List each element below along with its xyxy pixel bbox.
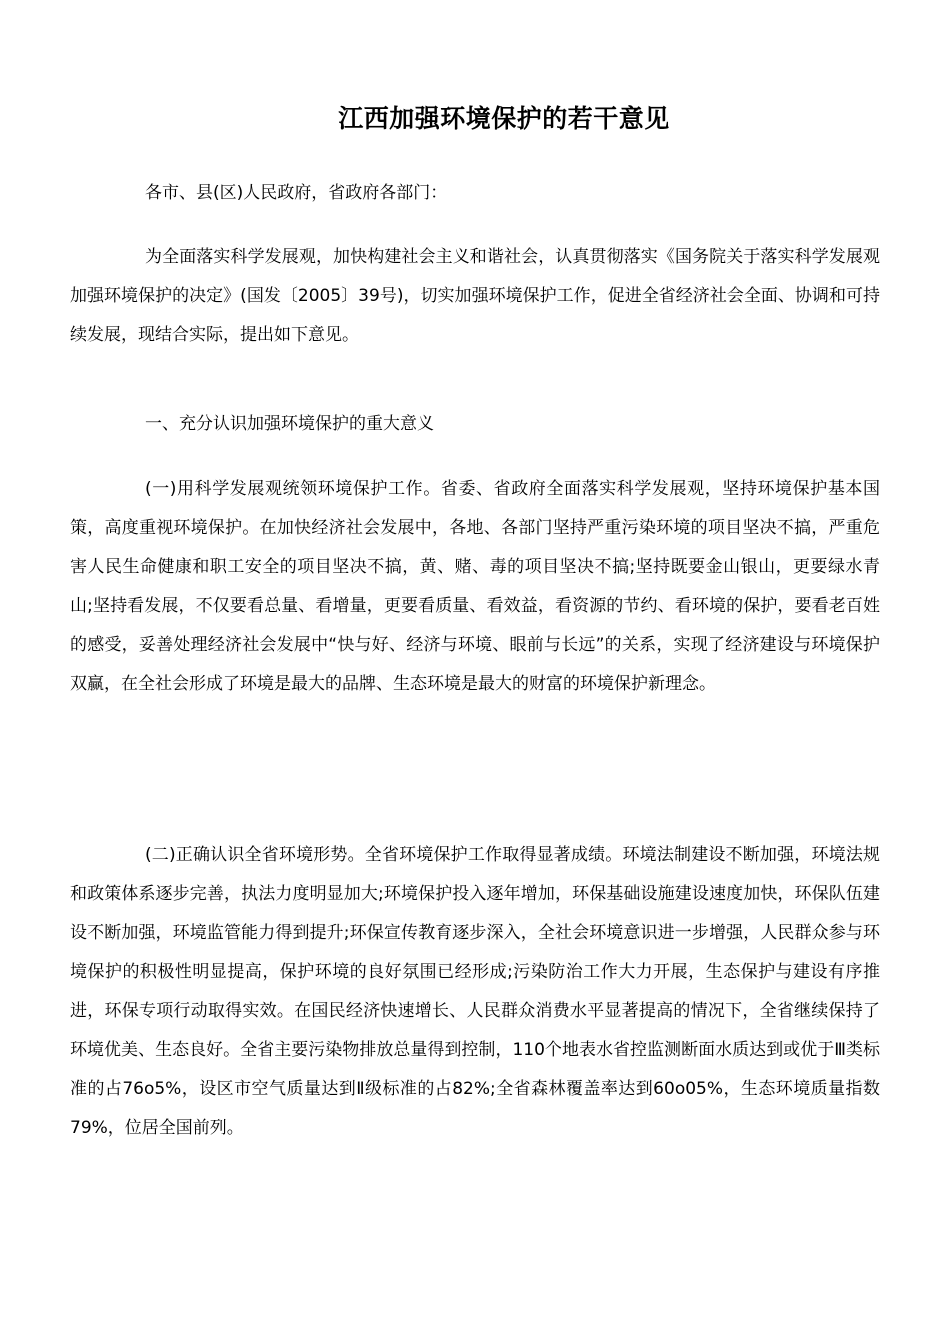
intro-paragraph: 为全面落实科学发展观，加快构建社会主义和谐社会，认真贯彻落实《国务院关于落实科学发展观加强环境保护的决定》(国发〔2005〕39号)，切实加强环境保护工作，促进全省经济社会全面、协调和可持续发展，现结合实际，提出如下意见。 <box>70 247 880 345</box>
salutation: 各市、县(区)人民政府，省政府各部门： <box>145 183 448 203</box>
document-title: 江西加强环境保护的若干意见 <box>338 103 670 133</box>
paragraph-two: (二)正确认识全省环境形势。全省环境保护工作取得显著成绩。环境法制建设不断加强，环境法规和政策体系逐步完善，执法力度明显加大;环境保护投入逐年增加，环保基础设施建设速度加快，环保队伍建设不断加强，环境监管能力得到提升;环保宣传教育逐步深入，全社会环境意识进一步增强，人民群众参与环境保护的积极性明显提高，保护环境的良好氛围已经形成;污染防治工作大力开展，生态保护与建设有序推进，环保专项行动取得实效。在国民经济快速增长、人民群众消费水平显著提高的情况下，全省继续保持了环境优美、生态良好。全省主要污染物排放总量得到控制，110个地表水省控监测断面水质达到或优于Ⅲ类标准的占76o5%，设区市空气质量达到Ⅱ级标准的占82%;全省森林覆盖率达到60o05%，生态环境质量指数79%，位居全国前列。 <box>70 845 880 1138</box>
paragraph-one: (一)用科学发展观统领环境保护工作。省委、省政府全面落实科学发展观，坚持环境保护基本国策，高度重视环境保护。在加快经济社会发展中，各地、各部门坚持严重污染环境的项目坚决不搞，严重危害人民生命健康和职工安全的项目坚决不搞，黄、赌、毒的项目坚决不搞;坚持既要金山银山，更要绿水青山;坚持看发展，不仅要看总量、看增量，更要看质量、看效益，看资源的节约、看环境的保护，要看老百姓的感受，妥善处理经济社会发展中“快与好、经济与环境、眼前与长远”的关系，实现了经济建设与环境保护双赢，在全社会形成了环境是最大的品牌、生态环境是最大的财富的环境保护新理念。 <box>70 479 880 694</box>
section-heading: 一、充分认识加强环境保护的重大意义 <box>145 414 434 434</box>
